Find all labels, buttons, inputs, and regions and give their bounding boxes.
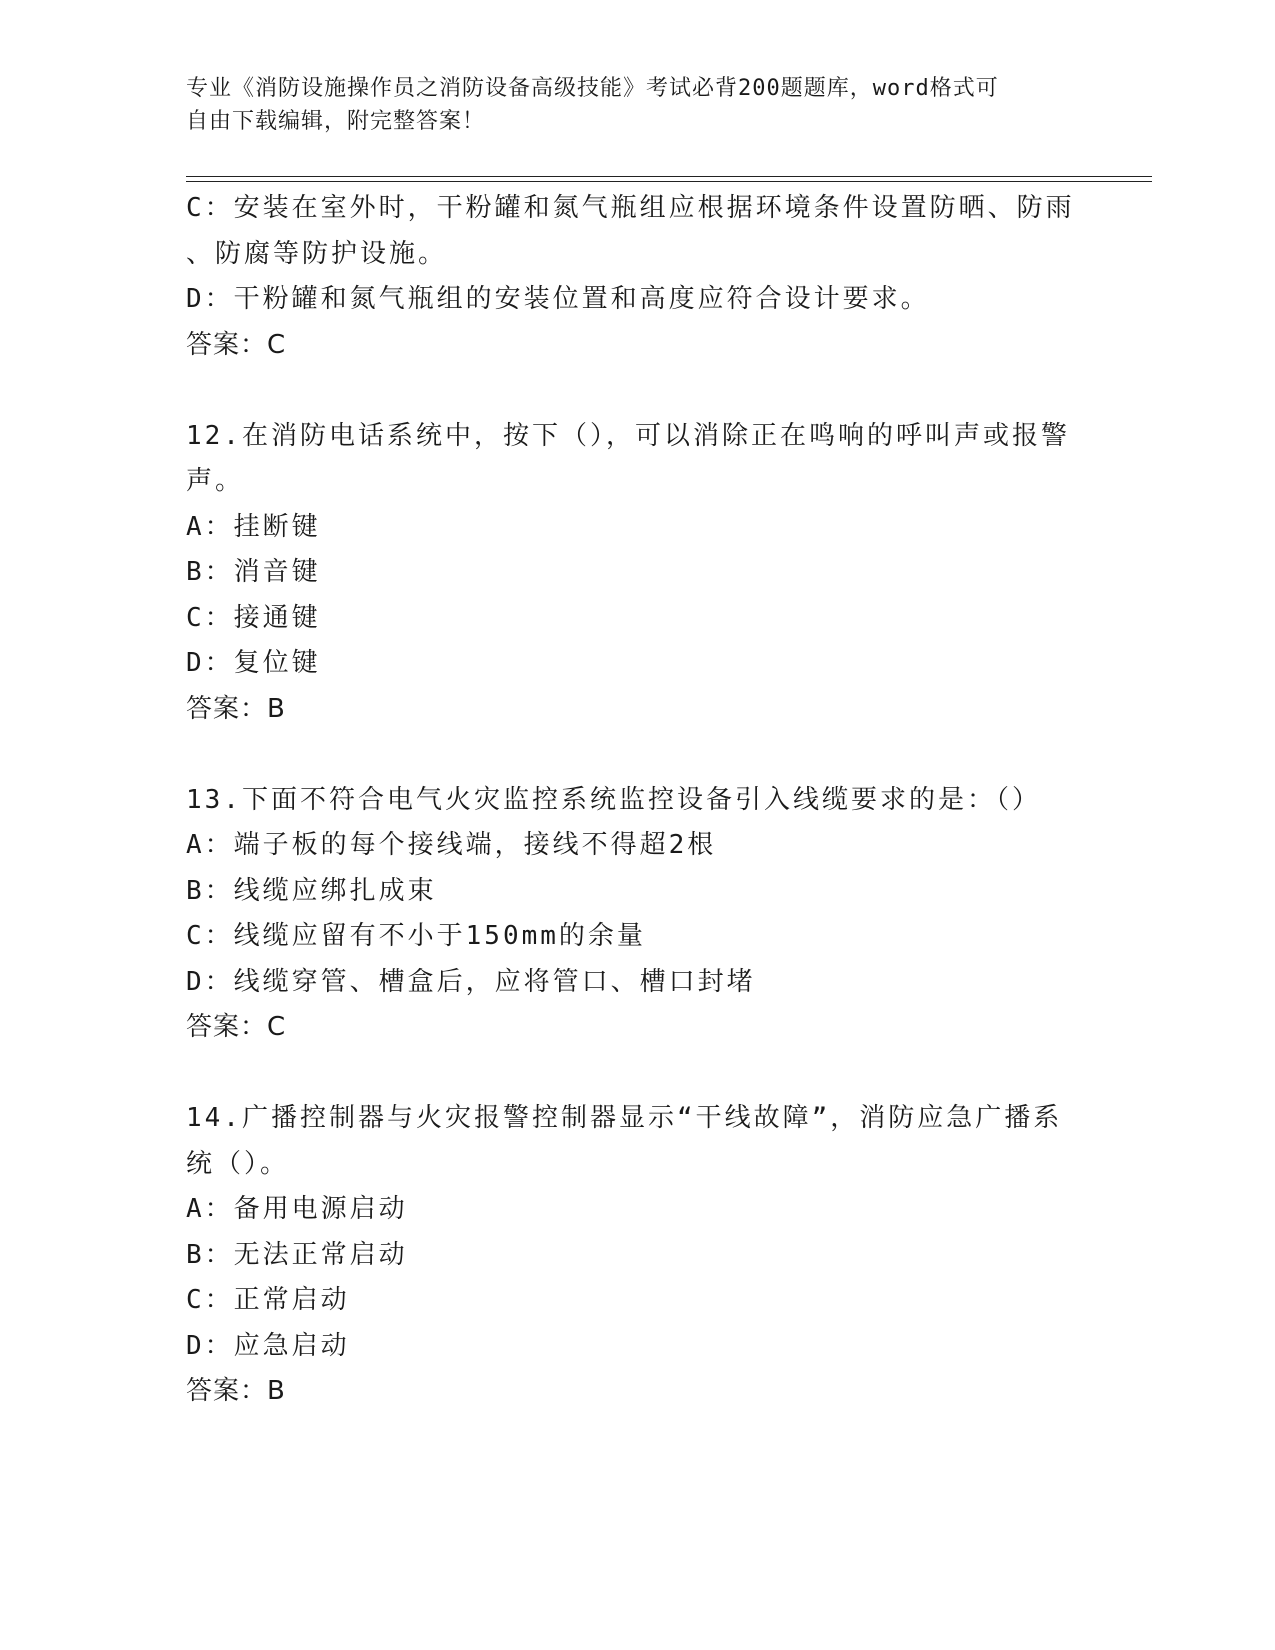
option-c-line-1: C：安装在室外时，干粉罐和氮气瓶组应根据环境条件设置防晒、防雨 [186, 193, 1075, 223]
option-a: A：端子板的每个接线端，接线不得超2根 [186, 830, 717, 860]
option-c: C：正常启动 [186, 1285, 350, 1315]
header-divider-bottom [186, 181, 1152, 182]
header-line-1: 专业《消防设施操作员之消防设备高级技能》考试必背200题题库，word格式可 [186, 76, 999, 101]
answer: 答案：C [186, 329, 287, 360]
option-d: D：干粉罐和氮气瓶组的安装位置和高度应符合设计要求。 [186, 284, 930, 314]
question-14 [186, 1096, 1086, 1415]
option-d: D：复位键 [186, 648, 321, 678]
option-b: B：线缆应绑扎成束 [186, 875, 437, 906]
option-b: B：消音键 [186, 557, 321, 587]
question-13 [186, 778, 1086, 1051]
option-d: D：应急启动 [186, 1330, 350, 1361]
question-stem-line-1: 12.在消防电话系统中，按下（），可以消除正在鸣响的呼叫声或报警 [186, 420, 1070, 451]
question-stem-line-1: 14.广播控制器与火灾报警控制器显示“干线故障”，消防应急广播系 [186, 1103, 1063, 1133]
option-c-line-2: 、防腐等防护设施。 [186, 238, 448, 269]
option-a: A：备用电源启动 [186, 1194, 408, 1224]
question-stem-line-2: 声。 [186, 466, 245, 496]
answer: 答案：B [186, 693, 286, 724]
question-content [186, 186, 1086, 1415]
document-header [186, 72, 1066, 138]
option-a: A：挂断键 [186, 511, 321, 542]
option-c: C：线缆应留有不小于150mm的余量 [186, 921, 646, 951]
option-c: C：接通键 [186, 602, 321, 633]
question-stem-line-1: 13.下面不符合电气火灾监控系统监控设备引入线缆要求的是：（） [186, 784, 1041, 815]
continued-question [186, 186, 1086, 368]
answer: 答案：C [186, 1012, 287, 1042]
header-divider-top [186, 176, 1152, 177]
question-stem-line-2: 统（）。 [186, 1148, 290, 1179]
option-b: B：无法正常启动 [186, 1239, 408, 1270]
answer: 答案：B [186, 1376, 286, 1406]
question-12 [186, 414, 1086, 733]
option-d: D：线缆穿管、槽盒后，应将管口、槽口封堵 [186, 966, 756, 997]
header-line-2: 自由下载编辑，附完整答案！ [186, 109, 486, 134]
